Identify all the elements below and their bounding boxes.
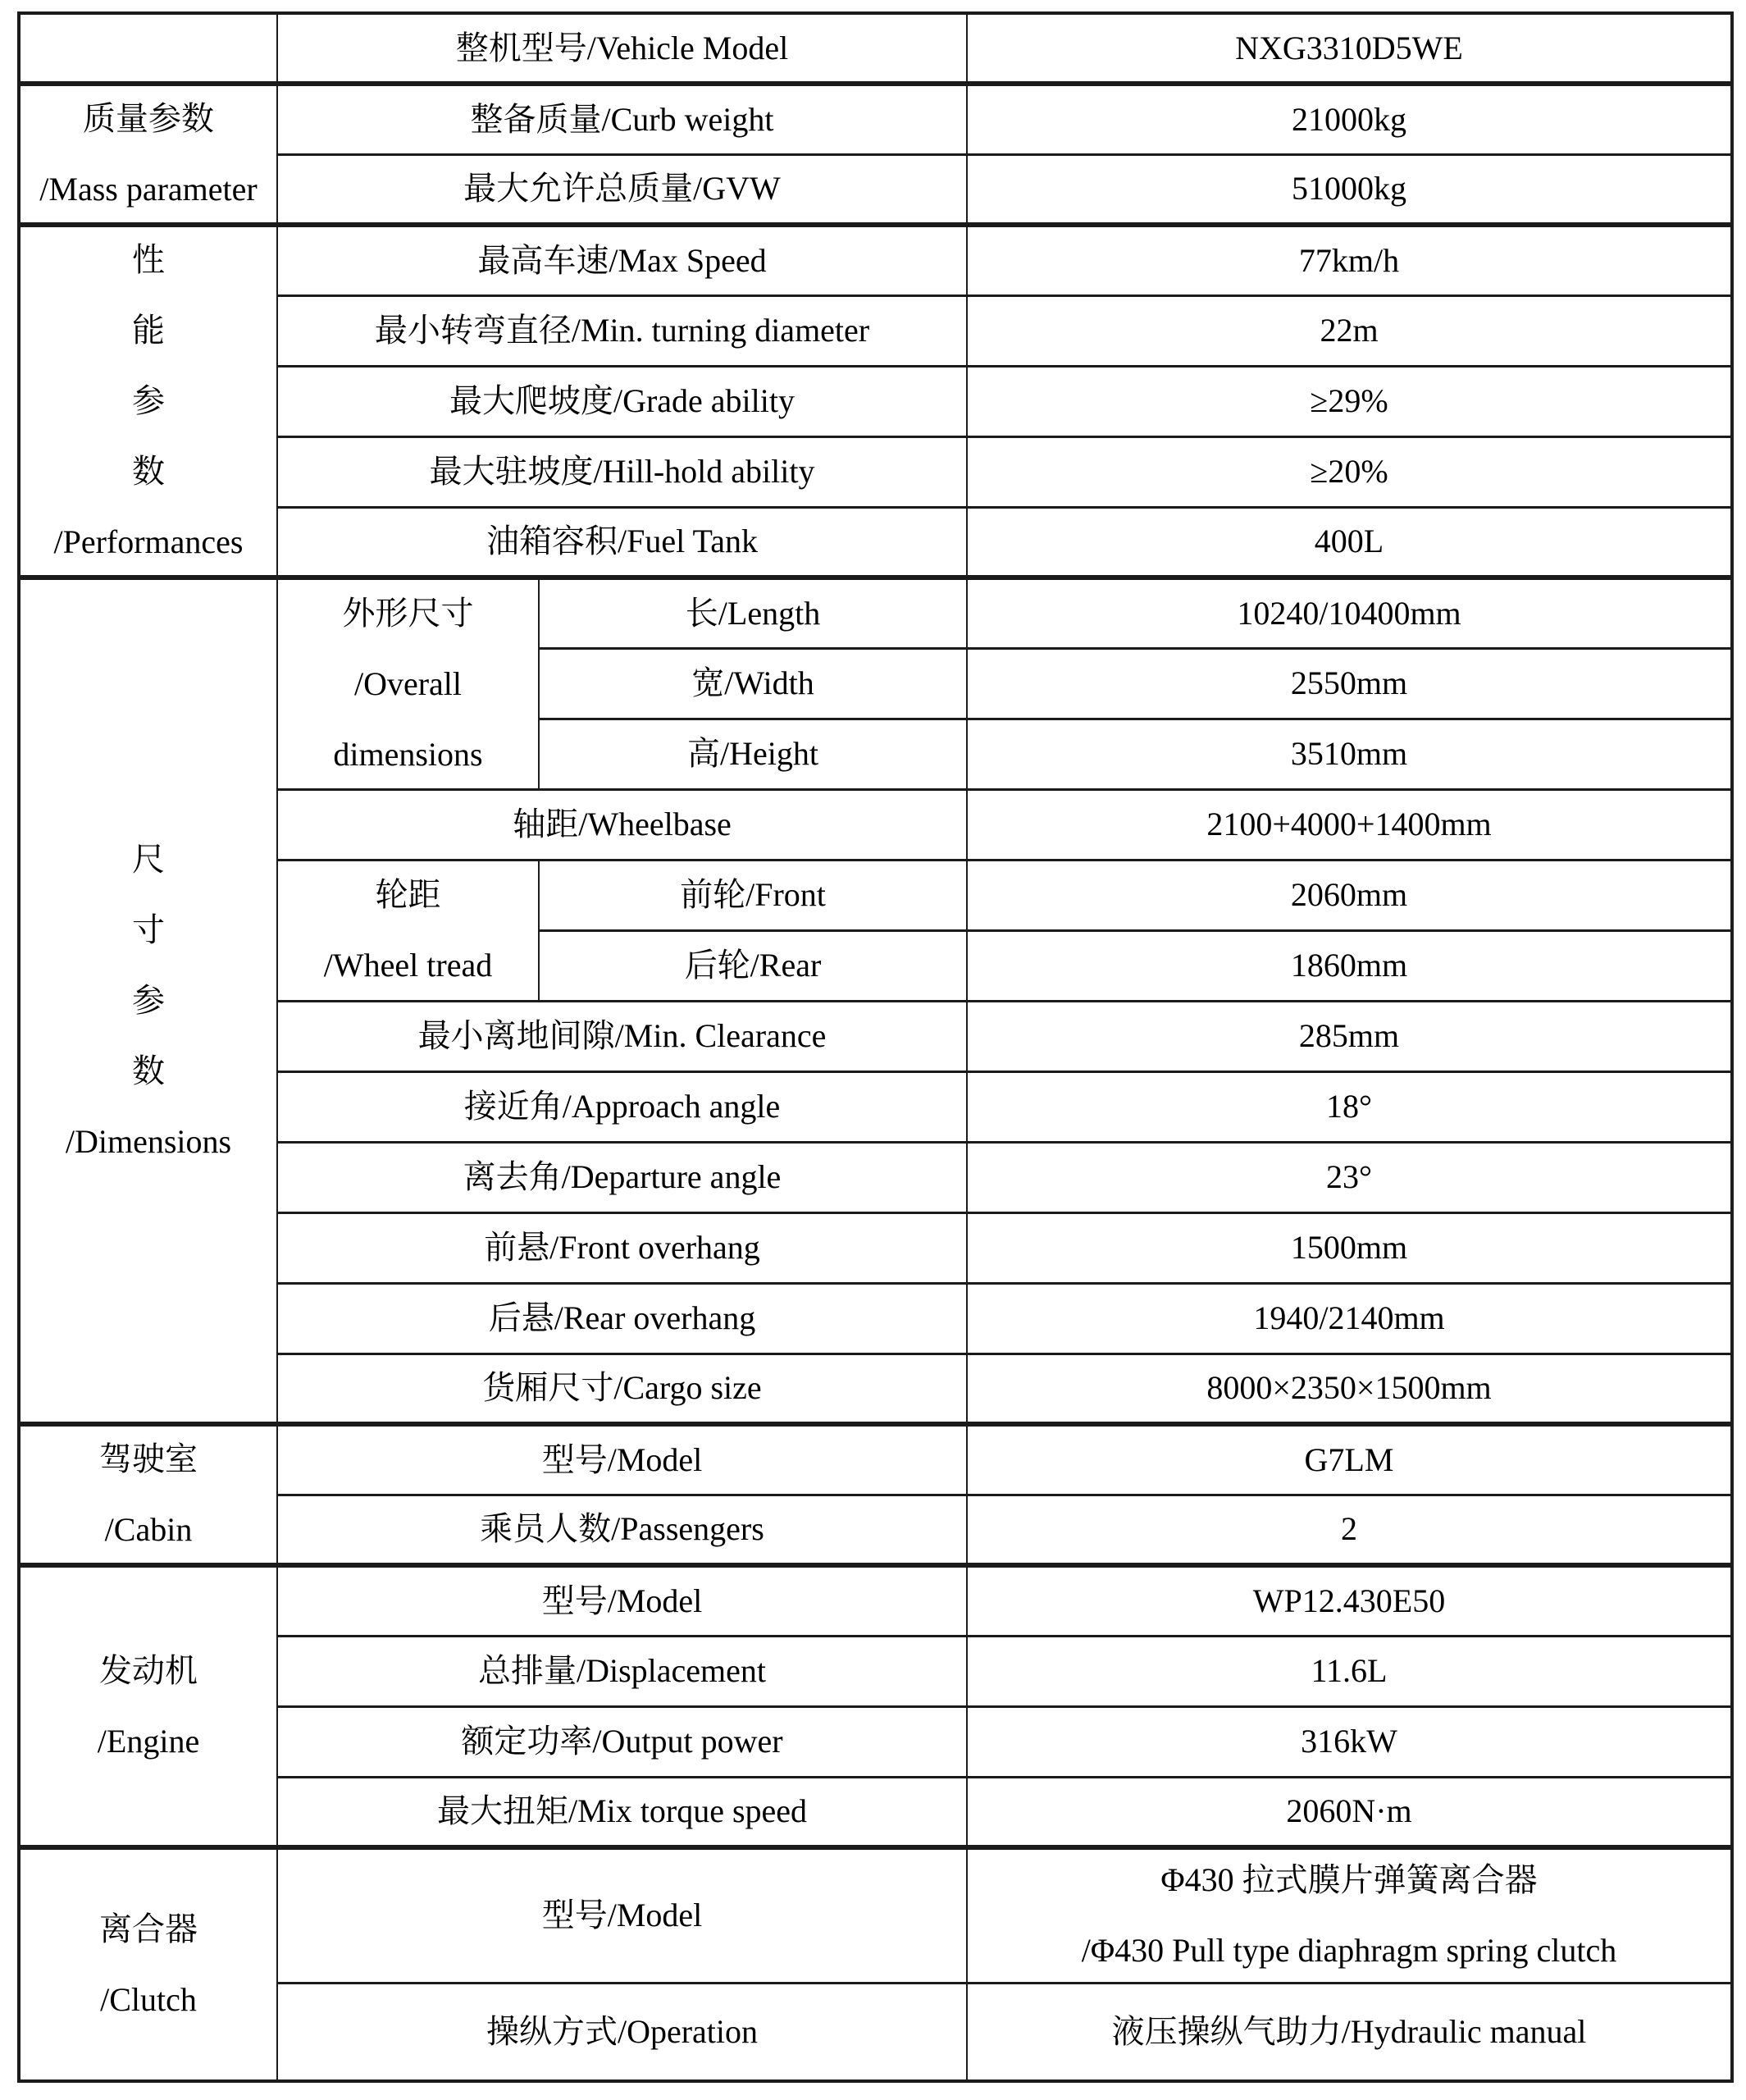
section-header-cabin [19, 1424, 277, 1565]
param-label: 离去角/Departure angle [277, 1142, 967, 1212]
section-header-mass [19, 84, 277, 225]
param-value: 51000kg [967, 154, 1732, 225]
table-row-clutch-model [19, 1847, 1732, 1983]
section-title: 驾驶室 /Cabin [99, 1440, 198, 1548]
param-label: 最大爬坡度/Grade ability [277, 366, 967, 436]
table-row-curb-weight [19, 84, 1732, 154]
param-value: 2550mm [967, 648, 1732, 719]
param-label: 前轮/Front [539, 860, 967, 930]
param-label: 货厢尺寸/Cargo size [277, 1354, 967, 1424]
section-header-engine [19, 1565, 277, 1847]
table-row-cabin-model [19, 1424, 1732, 1495]
param-value: 2100+4000+1400mm [967, 789, 1732, 860]
param-label: 整备质量/Curb weight [277, 84, 967, 154]
table-row-max-speed [19, 225, 1732, 295]
param-label: 操纵方式/Operation [277, 1983, 967, 2081]
param-label: 型号/Model [277, 1847, 967, 1983]
param-label: 油箱容积/Fuel Tank [277, 507, 967, 578]
param-value: 11.6L [967, 1636, 1732, 1706]
param-value: NXG3310D5WE [967, 13, 1732, 84]
param-value: 2 [967, 1495, 1732, 1565]
subsection-header-wheel-tread [277, 860, 539, 1001]
param-label: 宽/Width [539, 648, 967, 719]
param-label: 后悬/Rear overhang [277, 1283, 967, 1354]
param-label: 最小转弯直径/Min. turning diameter [277, 295, 967, 366]
param-value: 1940/2140mm [967, 1283, 1732, 1354]
table-row-length [19, 578, 1732, 648]
param-value: 18° [967, 1071, 1732, 1142]
param-value: 8000×2350×1500mm [967, 1354, 1732, 1424]
section-title: 质量参数 /Mass parameter [39, 100, 258, 208]
param-label: 最高车速/Max Speed [277, 225, 967, 295]
param-value: ≥29% [967, 366, 1732, 436]
param-label: 最大驻坡度/Hill-hold ability [277, 436, 967, 507]
param-label: 整机型号/Vehicle Model [277, 13, 967, 84]
param-label: 后轮/Rear [539, 930, 967, 1001]
param-label: 乘员人数/Passengers [277, 1495, 967, 1565]
table-row-engine-model [19, 1565, 1732, 1636]
subsection-header-overall-dimensions [277, 578, 539, 789]
param-label: 型号/Model [277, 1565, 967, 1636]
section-header-dimensions [19, 578, 277, 1424]
empty-cell [19, 13, 277, 84]
param-value: 23° [967, 1142, 1732, 1212]
param-label: 长/Length [539, 578, 967, 648]
param-value: 22m [967, 295, 1732, 366]
param-value [967, 1847, 1732, 1983]
param-value: 液压操纵气助力/Hydraulic manual [967, 1983, 1732, 2081]
param-label: 型号/Model [277, 1424, 967, 1495]
section-title: 性 能 参 数 /Performances [53, 241, 244, 560]
param-value: 21000kg [967, 84, 1732, 154]
param-label: 轴距/Wheelbase [277, 789, 967, 860]
param-value: 77km/h [967, 225, 1732, 295]
subsection-title: 轮距 /Wheel tread [323, 876, 493, 984]
param-label: 接近角/Approach angle [277, 1071, 967, 1142]
section-title: 离合器 /Clutch [99, 1911, 198, 2018]
param-label: 最大允许总质量/GVW [277, 154, 967, 225]
param-label: 额定功率/Output power [277, 1706, 967, 1777]
section-header-performance [19, 225, 277, 578]
section-title: 尺 寸 参 数 /Dimensions [65, 841, 232, 1160]
param-value: 10240/10400mm [967, 578, 1732, 648]
param-value: 1500mm [967, 1212, 1732, 1283]
param-value: WP12.430E50 [967, 1565, 1732, 1636]
param-value: G7LM [967, 1424, 1732, 1495]
param-label: 总排量/Displacement [277, 1636, 967, 1706]
param-label: 前悬/Front overhang [277, 1212, 967, 1283]
param-value: 285mm [967, 1001, 1732, 1071]
param-label: 最小离地间隙/Min. Clearance [277, 1001, 967, 1071]
vehicle-spec-table [17, 11, 1734, 2083]
param-value: 316kW [967, 1706, 1732, 1777]
clutch-model-value: Φ430 拉式膜片弹簧离合器 /Φ430 Pull type diaphragm spring clutch [1081, 1861, 1617, 1970]
subsection-title: 外形尺寸 /Overall dimensions [333, 594, 483, 773]
param-label: 高/Height [539, 719, 967, 789]
param-label: 最大扭矩/Mix torque speed [277, 1777, 967, 1847]
param-value: 1860mm [967, 930, 1732, 1001]
param-value: 400L [967, 507, 1732, 578]
param-value: 2060mm [967, 860, 1732, 930]
section-header-clutch [19, 1847, 277, 2081]
param-value: ≥20% [967, 436, 1732, 507]
param-value: 2060N·m [967, 1777, 1732, 1847]
table-row-vehicle-model [19, 13, 1732, 84]
param-value: 3510mm [967, 719, 1732, 789]
section-title: 发动机 /Engine [97, 1652, 200, 1760]
